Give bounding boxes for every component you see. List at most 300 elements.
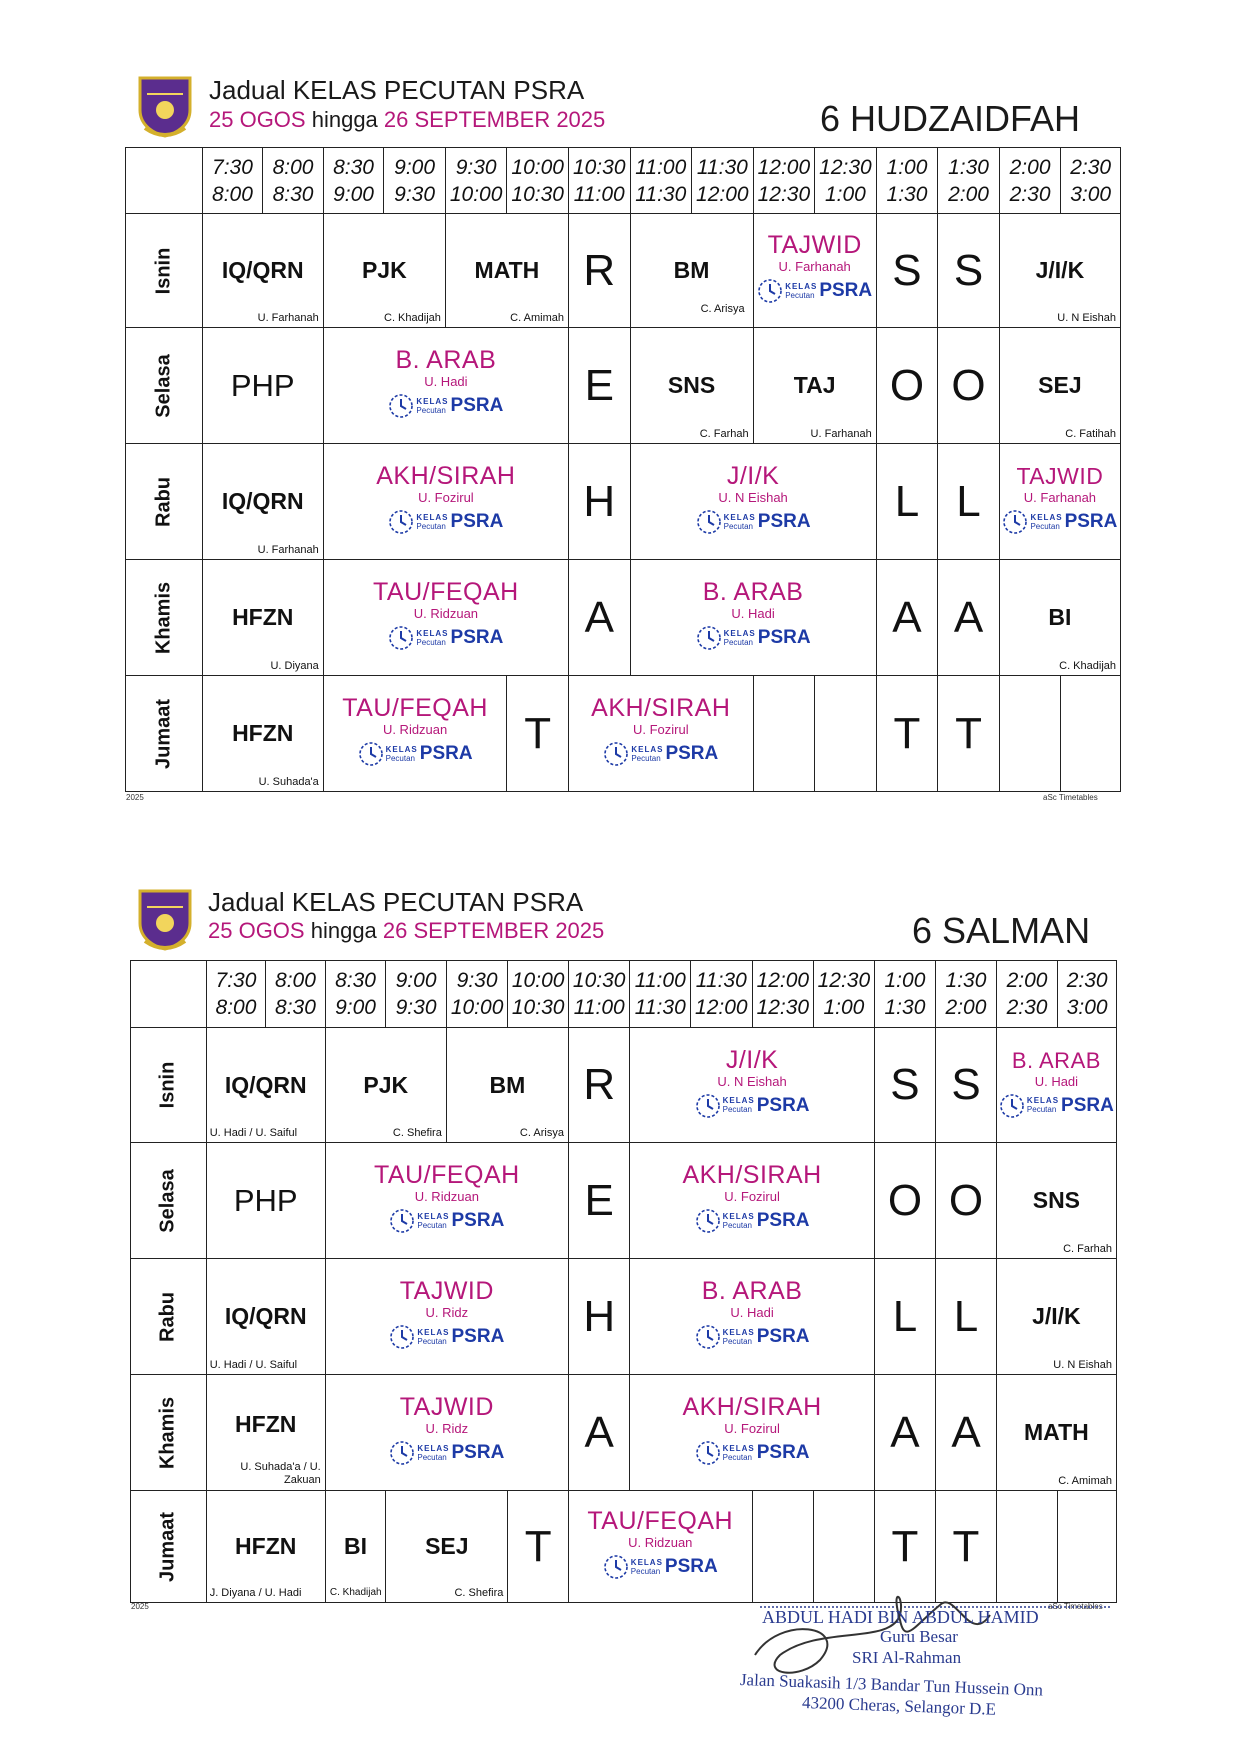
logo-line1: KELAS [722,1211,755,1221]
timetable-grid [130,960,1117,1603]
psra-logo [1002,509,1117,535]
day-row-khamis [126,560,1121,676]
lesson-cell-psra [753,214,876,328]
lesson-cell [323,214,445,328]
time-slot: 9:00 9:30 [386,961,447,1028]
subject: B. ARAB [701,1277,803,1305]
date-separator: hingga [310,918,377,943]
logo-line1: KELAS [631,744,664,754]
logo-brand: PSRA [664,1556,718,1577]
lesson-cell-psra [323,328,568,444]
empty-cell [999,676,1061,792]
day-label: Isnin [152,247,175,294]
day-row-rabu [131,1259,1117,1375]
psra-logo [999,1093,1114,1119]
corner-cell [131,961,207,1028]
time-slot: 9:30 10:00 [445,148,507,214]
clock-icon [695,1440,721,1466]
rest-letter: E [584,360,614,410]
logo-brand: PSRA [451,1326,505,1347]
logo-brand: PSRA [450,511,504,532]
subject: SEJ [425,1533,469,1559]
rest-cell [508,1491,569,1603]
psra-logo [389,1440,504,1466]
day-label: Selasa [152,353,175,418]
teacher: U. Farhanah [778,259,851,274]
rest-letter: A [890,1407,920,1457]
rest-letter: H [583,476,616,526]
logo-line2: Pecutan [1030,521,1060,531]
psra-logo [695,1208,810,1234]
school-crest-icon [135,72,195,138]
time-slot: 1:30 2:00 [938,148,1000,214]
timetable-title: Jadual KELAS PECUTAN PSRA [208,887,584,917]
time-slot: 8:00 8:30 [263,148,324,214]
rest-cell [876,328,938,444]
clock-icon [695,1208,721,1234]
rest-cell [568,214,630,328]
logo-line2: Pecutan [722,1220,752,1230]
logo-line2: Pecutan [416,405,446,415]
logo-line2: Pecutan [723,521,753,531]
logo-line1: KELAS [416,396,449,406]
logo-line2: Pecutan [723,637,753,647]
clock-icon [358,741,384,767]
rest-letter: A [953,592,984,642]
subject: AKH/SIRAH [591,694,731,722]
subject: TAU/FEQAH [373,578,519,606]
subject: TAJWID [1016,463,1104,489]
headmaster-name: ABDUL HADI BIN ABDUL HAMID [762,1607,1039,1627]
rest-letter: S [892,245,922,295]
teacher: U. Farhanah [810,428,872,440]
teacher: U. Farhanah [257,312,319,324]
time-slot: 12:30 1:00 [814,961,875,1028]
logo-line2: Pecutan [630,1566,661,1576]
rest-cell [938,328,1000,444]
rest-cell [874,1143,936,1259]
subject: AKH/SIRAH [682,1393,822,1421]
rest-cell [874,1259,936,1375]
rest-letter: T [524,708,552,758]
date-range [208,918,604,944]
clock-icon [696,509,722,535]
time-slot: 11:30 12:00 [691,961,753,1028]
teacher: U. Hadi / U. Saiful [209,1359,298,1371]
psra-logo [388,509,503,535]
subject: TAJWID [399,1277,494,1305]
logo-line2: Pecutan [785,290,815,300]
timetable-grid [125,147,1121,792]
lesson-cell-psra [630,444,876,560]
teacher: C. Fatihah [1065,428,1116,440]
psra-logo [696,509,811,535]
subject: HFZN [232,604,294,630]
school-address-1: Jalan Suakasih 1/3 Bandar Tun Hussein Onn [739,1670,1044,1700]
rest-cell [936,1143,997,1259]
teacher: U. Suhada'a / U. Zakuan [240,1461,321,1486]
logo-line1: KELAS [785,281,818,291]
lesson-cell [999,214,1120,328]
rest-cell [876,560,938,676]
teacher: C. Farhah [1063,1243,1112,1255]
psra-logo [603,741,718,767]
lesson-cell [996,1143,1116,1259]
subject: PHP [230,367,295,403]
subject: SEJ [1038,372,1082,398]
lesson-cell-psra [325,1143,568,1259]
logo-line2: Pecutan [417,1220,447,1230]
rest-letter: L [892,1291,918,1341]
logo-line1: KELAS [417,1443,450,1453]
time-slot: 11:30 12:00 [692,148,754,214]
lesson-cell-psra [568,1491,752,1603]
footer-credit: aSc Timetables [1043,793,1098,802]
logo-line2: Pecutan [722,1105,752,1114]
rest-cell [936,1259,997,1375]
rest-letter: L [894,476,920,526]
psra-logo [695,1324,810,1350]
rest-cell [568,1143,630,1259]
day-row-isnin [126,214,1121,328]
clock-icon [603,741,629,767]
logo-brand: PSRA [756,1210,810,1231]
teacher: U. Ridzuan [628,1535,693,1550]
rest-letter: T [891,1521,919,1571]
teacher: U. Ridz [425,1421,469,1436]
school-crest-icon [135,885,195,951]
day-label-cell [131,1143,207,1259]
subject: J/I/K [1032,1303,1081,1329]
logo-brand: PSRA [1061,1094,1114,1116]
rest-cell [938,214,1000,328]
date-end: 26 SEPTEMBER 2025 [382,918,605,943]
subject: J/I/K [726,462,780,490]
time-slot: 7:30 8:00 [202,148,263,214]
corner-cell [126,148,203,214]
rest-cell [568,1028,630,1143]
lesson-cell [206,1375,325,1491]
timetable-title: Jadual KELAS PECUTAN PSRA [209,75,585,105]
psra-logo [695,1440,810,1466]
logo-line2: Pecutan [417,1336,447,1346]
time-slot: 8:30 9:00 [325,961,386,1028]
clock-icon [388,625,414,651]
teacher: U. N Eishah [1057,312,1116,324]
time-slot: 10:30 11:00 [568,961,630,1028]
day-label-cell [131,1375,207,1491]
psra-logo [389,1324,504,1350]
logo-brand: PSRA [665,743,719,764]
teacher: U. Farhanah [257,544,319,556]
class-name: 6 SALMAN [912,910,1091,951]
teacher: C. Amimah [510,312,564,324]
subject: PJK [363,1071,409,1098]
rest-letter: R [583,245,616,295]
headmaster-position: Guru Besar [880,1627,958,1646]
clock-icon [389,1208,415,1234]
logo-line1: KELAS [722,1443,755,1453]
logo-brand: PSRA [756,1442,810,1463]
rest-letter: L [956,476,981,526]
headmaster-stamp [740,1585,1160,1755]
subject: MATH [1024,1419,1089,1445]
footer-credit: aSc Timetables [1048,1602,1103,1611]
time-slot: 8:00 8:30 [266,961,326,1028]
rest-letter: S [951,1060,981,1109]
time-slot: 2:00 2:30 [999,148,1061,214]
clock-icon [999,1093,1025,1119]
lesson-cell-psra [630,1259,874,1375]
time-slot: 7:30 8:00 [206,961,266,1028]
subject: BM [489,1071,526,1098]
subject: TAU/FEQAH [587,1507,734,1535]
lesson-cell [325,1028,446,1143]
time-slot: 1:30 2:00 [936,961,997,1028]
lesson-cell-psra [568,676,753,792]
lesson-cell [202,328,323,444]
time-slot: 9:30 10:00 [446,961,508,1028]
teacher: U. Ridzuan [382,722,448,737]
logo-line1: KELAS [1030,512,1063,522]
rest-letter: O [889,360,925,410]
teacher: C. Amimah [1058,1475,1112,1487]
subject: AKH/SIRAH [682,1161,822,1189]
lesson-cell [630,214,753,328]
rest-letter: S [953,245,984,295]
subject: J/I/K [725,1045,779,1074]
rest-letter: T [893,708,921,758]
lesson-cell-psra [996,1028,1116,1143]
logo-line2: Pecutan [722,1336,752,1346]
lesson-cell [206,1143,325,1259]
day-label-cell [126,214,203,328]
logo-line1: KELAS [1026,1096,1060,1105]
subject: TAU/FEQAH [373,1161,520,1189]
lesson-cell-psra [999,444,1120,560]
subject: IQ/QRN [221,257,304,283]
rest-cell [568,560,630,676]
day-row-selasa [126,328,1121,444]
logo-brand: PSRA [1064,511,1118,532]
clock-icon [603,1554,629,1580]
day-row-khamis [131,1375,1117,1491]
rest-cell [876,444,938,560]
day-label-cell [126,560,203,676]
teacher: C. Shefira [392,1127,442,1139]
date-start: 25 OGOS [208,918,305,943]
time-slot: 12:00 12:30 [753,148,815,214]
teacher: U. Fozirul [632,722,689,737]
logo-line2: Pecutan [417,1452,447,1462]
subject: HFZN [235,1533,297,1559]
rest-cell [936,1028,997,1143]
teacher: U. Ridz [425,1305,469,1320]
teacher: U. Fozirul [418,490,474,505]
psra-logo [757,278,872,304]
time-slot: 1:00 1:30 [876,148,938,214]
teacher: U. Ridzuan [414,1189,479,1204]
rest-letter: O [948,1175,984,1225]
rest-cell [938,444,1000,560]
psra-logo [696,625,811,651]
subject: BM [673,257,710,283]
teacher: C. Khadijah [329,1587,382,1598]
rest-letter: H [583,1291,616,1341]
time-slot: 10:00 10:30 [508,961,569,1028]
rest-cell [568,1375,630,1491]
subject: HFZN [232,720,294,746]
rest-cell [876,214,938,328]
subject: B. ARAB [702,578,804,606]
rest-letter: A [584,1407,614,1457]
day-label-cell [131,1491,207,1603]
teacher: U. N Eishah [718,490,788,505]
subject: PHP [233,1182,298,1218]
rest-cell [568,444,630,560]
time-header-row [131,961,1117,1028]
rest-cell [568,328,630,444]
rest-letter: A [892,592,922,642]
psra-logo [388,625,503,651]
subject: TAU/FEQAH [342,694,488,722]
logo-brand: PSRA [451,1442,505,1463]
lesson-cell-psra [325,1259,568,1375]
subject: HFZN [235,1411,297,1437]
psra-logo [388,393,503,419]
logo-line1: KELAS [723,512,756,522]
lesson-cell-psra [325,1375,568,1491]
day-label: Rabu [156,1291,179,1342]
footer-year: 2025 [126,793,144,802]
logo-line2: Pecutan [1026,1105,1057,1114]
day-row-jumaat [126,676,1121,792]
day-row-rabu [126,444,1121,560]
logo-line1: KELAS [416,628,449,638]
teacher: C. Arisya [519,1127,564,1139]
logo-line1: KELAS [416,512,449,522]
clock-icon [757,278,783,304]
rest-letter: T [955,708,982,758]
rest-letter: A [584,592,614,642]
clock-icon [1002,509,1028,535]
time-slot: 2:30 3:00 [1058,961,1117,1028]
lesson-cell-psra [630,560,876,676]
lesson-cell [206,1028,325,1143]
teacher: J. Diyana / U. Hadi [209,1587,302,1599]
lesson-cell [996,1259,1116,1375]
logo-brand: PSRA [757,511,811,532]
teacher: U. Fozirul [724,1421,780,1436]
clock-icon [389,1440,415,1466]
psra-logo [358,741,473,767]
teacher: U. Hadi [1034,1073,1079,1089]
lesson-cell-psra [323,444,568,560]
day-label: Khamis [152,581,175,654]
date-start: 25 OGOS [209,107,306,132]
logo-line1: KELAS [385,744,418,754]
teacher: U. Hadi [424,374,468,389]
rest-cell [876,676,938,792]
lesson-cell [386,1491,508,1603]
lesson-cell-psra [630,1143,874,1259]
clock-icon [388,509,414,535]
teacher: C. Khadijah [384,312,441,324]
rest-letter: O [887,1175,923,1225]
subject: AKH/SIRAH [376,462,516,490]
rest-cell [874,1375,936,1491]
lesson-cell [202,676,323,792]
rest-letter: T [952,1521,980,1571]
logo-line2: Pecutan [631,753,661,763]
rest-letter: R [583,1060,616,1109]
logo-line1: KELAS [417,1327,450,1337]
lesson-cell-psra [630,1028,874,1143]
lesson-cell [206,1259,325,1375]
psra-logo [695,1093,810,1119]
rest-cell [938,676,1000,792]
lesson-cell-psra [323,560,568,676]
time-slot: 1:00 1:30 [874,961,936,1028]
day-label: Jumaat [156,1511,179,1582]
subject: IQ/QRN [224,1303,307,1329]
day-label: Khamis [156,1396,179,1469]
subject: TAJWID [767,231,862,259]
logo-brand: PSRA [419,743,473,764]
logo-line2: Pecutan [385,753,415,763]
time-slot: 10:00 10:30 [507,148,569,214]
subject: IQ/QRN [224,1071,307,1098]
rest-letter: L [953,1291,979,1341]
logo-brand: PSRA [451,1210,505,1231]
rest-cell [936,1375,997,1491]
subject: BI [344,1533,368,1559]
logo-line2: Pecutan [722,1452,752,1462]
day-label-cell [126,328,203,444]
empty-cell [1061,676,1121,792]
subject: TAJWID [399,1393,494,1421]
lesson-cell [999,328,1120,444]
logo-brand: PSRA [756,1094,810,1116]
logo-brand: PSRA [450,627,504,648]
time-slot: 2:30 3:00 [1061,148,1121,214]
lesson-cell [445,214,568,328]
time-slot: 9:00 9:30 [384,148,446,214]
lesson-cell [325,1491,386,1603]
teacher: U. Farhanah [1023,490,1097,505]
time-slot: 2:00 2:30 [996,961,1058,1028]
subject: PJK [361,257,407,283]
teacher: C. Shefira [454,1587,504,1599]
footer-year: 2025 [131,1602,149,1611]
lesson-cell [630,328,753,444]
psra-logo [389,1208,504,1234]
subject: MATH [474,257,540,283]
teacher: U. Hadi [730,1305,774,1320]
time-slot: 12:00 12:30 [752,961,814,1028]
logo-brand: PSRA [819,280,873,301]
day-label: Isnin [156,1061,179,1109]
rest-letter: O [951,360,986,410]
time-slot: 11:00 11:30 [630,961,691,1028]
day-label-cell [131,1259,207,1375]
school-name: SRI Al-Rahman [852,1648,962,1667]
logo-line1: KELAS [630,1557,663,1567]
lesson-cell [999,560,1120,676]
class-name: 6 HUDZAIDFAH [820,98,1081,139]
logo-brand: PSRA [450,395,504,416]
time-slot: 10:30 11:00 [568,148,630,214]
